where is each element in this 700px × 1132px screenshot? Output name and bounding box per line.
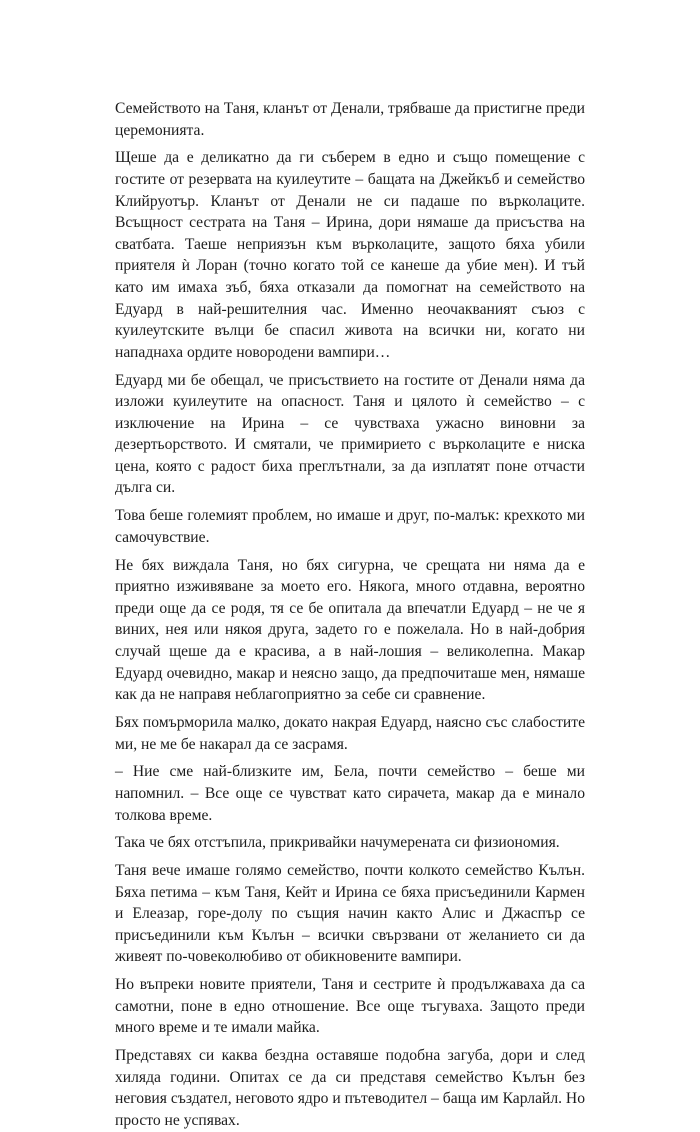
paragraph: Семейството на Таня, кланът от Денали, трябваше да пристигне преди церемонията.: [115, 100, 585, 139]
paragraph: Бях помърморила малко, докато накрая Едуард, наясно със слабостите ми, не ме бе накарал да се засрамя.: [115, 713, 585, 753]
paragraph: Щеше да е деликатно да ги съберем в едно и също помещение с гостите от резервата на куилеутите – бащата на Джейкъб и семейство Клийруотър. Кланът от Денали не си падаше по върколаците. Всъщност сестрата на Таня – Ирина, дори нямаше да присъства на сватбата. Таеше неприязън към върколаците, защото бяха убили приятеля ѝ Лоран (точно когато той се канеше да убие мен). И тъй като им имаха зъб, бяха отказали да помогнат на семейството на Едуард в най-решителния час. Именно неочакваният съюз с куилеутските вълци бе спасил живота на всички ни, когато ни нападнаха ордите новородени вампири…: [115, 149, 585, 361]
body-text: [115, 98, 585, 1132]
paragraph: Не бях виждала Таня, но бях сигурна, че срещата ни няма да е приятно изживяване за моето его. Някога, много отдавна, вероятно преди още да се родя, тя се бе опитала да впечатли Едуард – не че я виних, нея или някоя друга, задето го е пожелала. Но в най-добрия случай щеше да е красива, а в най-лошия – великолепна. Макар Едуард очевидно, макар и неясно защо, да предпочиташе мен, нямаше как да не направя неблагоприятно за себе си сравнение.: [115, 556, 585, 704]
paragraph: Представях си каква бездна оставяше подобна загуба, дори и след хиляда години. Опитах се да си представя семейство Кълън без неговия създател, неговото ядро и пътеводител – баща им Карлайл. Но просто не успявах.: [115, 1047, 585, 1129]
paragraph: Но въпреки новите приятели, Таня и сестрите ѝ продължаваха да са самотни, поне в едно отношение. Все още тъгуваха. Защото преди много време и те имали майка.: [115, 976, 585, 1037]
paragraph: Това беше големият проблем, но имаше и друг, по-малък: крехкото ми самочувствие.: [115, 507, 585, 546]
paragraph: – Ние сме най-близките им, Бела, почти семейство – беше ми напомнил. – Все още се чувстват като сирачета, макар да е минало толкова време.: [115, 763, 585, 824]
paragraph: Таня вече имаше голямо семейство, почти колкото семейство Кълън. Бяха петима – към Таня, Кейт и Ирина се бяха присъединили Кармен и Елеазар, горе-долу по същия начин както Алис и Джаспър се присъединили към Кълън – всички свързвани от желанието си да живеят по-човеколюбиво от обикновените вампири.: [115, 862, 585, 966]
paragraph: Едуард ми бе обещал, че присъствието на гостите от Денали няма да изложи куилеутите на опасност. Таня и цялото ѝ семейство – с изключение на Ирина – се чувстваха ужасно виновни за дезертьорството. И смятали, че примирието с върколаците е ниска цена, която с радост биха преглътнали, за да изплатят поне отчасти дълга си.: [115, 371, 585, 497]
paragraph: Така че бях отстъпила, прикривайки начумерената си физиономия.: [115, 834, 560, 852]
